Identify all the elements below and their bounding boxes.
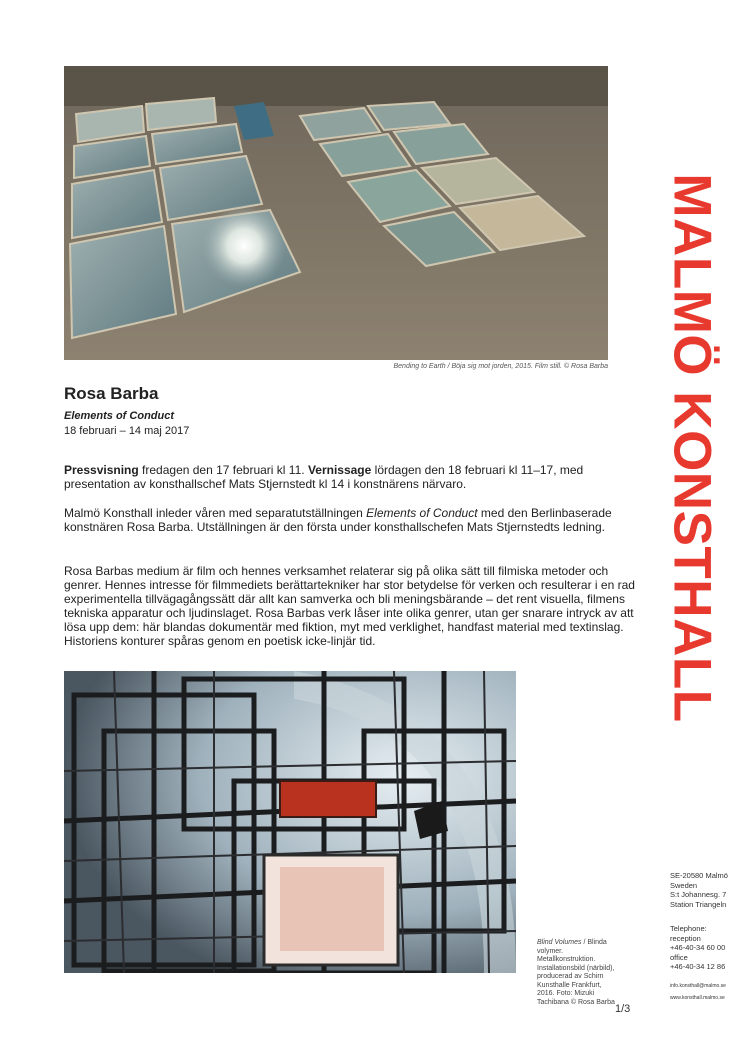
photo-blind-volumes xyxy=(64,671,516,973)
vernissage-text: lördagen den 18 februari kl 11–17, med presentation av konsthallschef Mats Stjernstedt kl 14 i konstnärens närvaro. xyxy=(64,463,584,491)
vernissage-label: Vernissage xyxy=(307,463,372,477)
contact-block xyxy=(670,924,725,972)
photo2-caption-rest: / Blinda volymer. Metallkonstruktion. Installationsbild (närbild), producerad av Schirn Kunsthalle Frankfurt, 2016. Foto: Mizuki Tachibana © Rosa Barba xyxy=(537,939,615,1006)
website-link[interactable]: www.konsthall.malmo.se xyxy=(670,995,725,1001)
email-link[interactable]: info.konsthall@malmo.se xyxy=(670,983,726,989)
photo1-caption-rest: / Böja sig mot jorden, 2015. Film still. © Rosa Barba xyxy=(445,363,608,370)
malmo-konsthall-logo xyxy=(662,32,722,864)
intro-paragraph xyxy=(64,506,640,534)
artist-name: Rosa Barba xyxy=(64,384,159,403)
office-label: office xyxy=(670,952,688,962)
telephone-label: Telephone: xyxy=(670,924,707,933)
photo-bending-to-earth xyxy=(64,66,608,360)
address-line-4: Station Triangeln xyxy=(670,899,727,909)
address-line-2: Sweden xyxy=(670,880,698,890)
press-text: fredagen den 17 februari kl 11. xyxy=(138,463,308,477)
aerial-ponds-image xyxy=(64,66,608,360)
photo2-caption-title: Blind Volumes xyxy=(537,939,582,946)
intro-text-before: Malmö Konsthall inleder våren med separatutställningen xyxy=(64,506,367,520)
logo-text: MALMÖ KONSTHALL xyxy=(662,173,722,723)
exhibition-dates: 18 februari – 14 maj 2017 xyxy=(64,425,190,437)
body-paragraph: Rosa Barbas medium är film och hennes verksamhet relaterar sig på olika sätt till filmiska metoder och genrer. Hennes intresse för filmmediets berättartekniker har stor betydelse för verken och resulterar i en rad experimentella tillvägagångssätt där allt kan samverka och bli meningsbärande – det rent visuella, filmens tekniska apparatur och ljudinslaget. Rosa Barbas verk låser inte olika genrer, utan ger snarare intryck av att lösa upp dem: här blandas dokumentär med fiktion, myt med verklighet, handfast material med textinslag. Historiens konturer spåras genom en poetisk icke-linjär tid. xyxy=(64,564,635,648)
address-block xyxy=(670,871,728,909)
photo2-caption xyxy=(537,939,619,1007)
reception-number: +46-40-34 60 00 xyxy=(670,943,726,952)
office-number: +46-40-34 12 86 xyxy=(670,962,726,971)
page-number: 1/3 xyxy=(615,1003,631,1015)
press-paragraph xyxy=(64,463,640,491)
address-line-1: SE-20580 Malmö xyxy=(670,871,728,880)
installation-image xyxy=(64,671,516,973)
exhibition-title: Elements of Conduct xyxy=(64,410,175,422)
intro-exhibition-title: Elements of Conduct xyxy=(366,506,478,520)
press-label: Pressvisning xyxy=(64,463,139,477)
photo1-caption-title: Bending to Earth xyxy=(393,363,446,370)
address-line-3: S:t Johannesg. 7 xyxy=(670,890,727,899)
reception-label: reception xyxy=(670,933,701,943)
intro-text-after: med den Berlinbaserade konstnären Rosa Barba. Utställningen är den första under konsthallschefen Mats Stjernstedts ledning. xyxy=(64,506,612,534)
photo1-caption xyxy=(300,363,608,370)
